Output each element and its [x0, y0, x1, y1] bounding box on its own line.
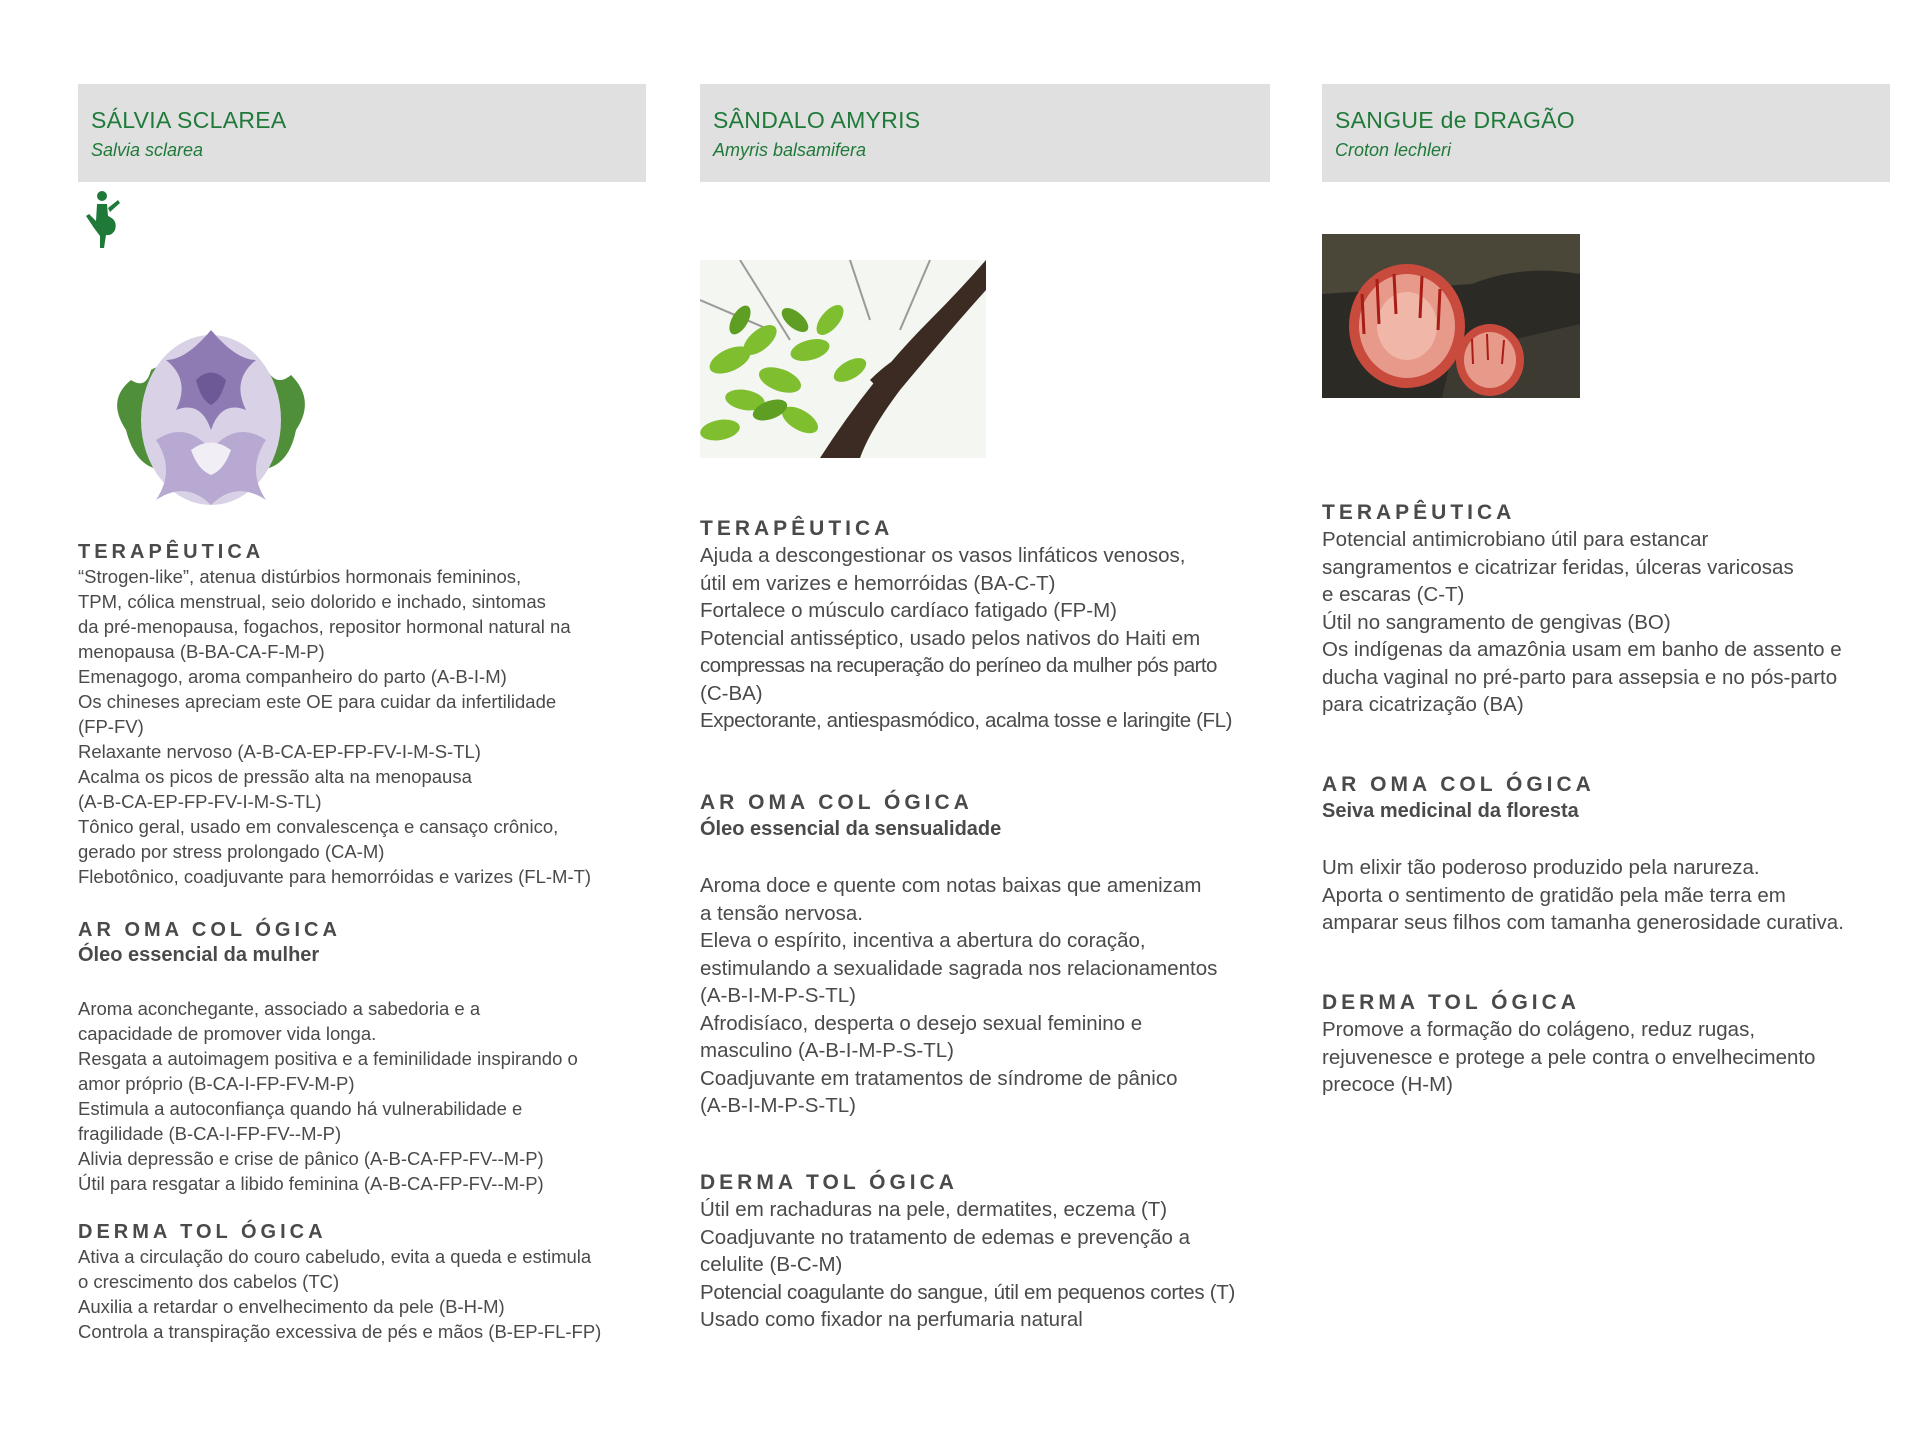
dermatologica-heading: DERMA TOL ÓGICA — [1322, 991, 1580, 1014]
dermatologica-heading: DERMA TOL ÓGICA — [78, 1221, 327, 1243]
terapeutica-text: Potencial antimicrobiano útil para estancar sangramentos e cicatrizar feridas, úlceras varicosas e escaras (C-T) Útil no sangramento de gengivas (BO) Os indígenas da amazônia usam em banho de assento e ducha vaginal no pré-parto para assepsia e no pós-parto para cicatrização (BA) — [1322, 528, 1842, 716]
column-sandalo-amyris — [700, 84, 1270, 1331]
terapeutica-heading: TERAPÊUTICA — [78, 541, 265, 563]
terapeutica-heading: TERAPÊUTICA — [700, 517, 894, 540]
dermatologica-heading: DERMA TOL ÓGICA — [700, 1171, 958, 1194]
terapeutica-text: Ajuda a descongestionar os vasos linfáticos venosos, útil em varizes e hemorróidas (BA-C-T) Fortalece o músculo cardíaco fatigado (FP-M) Potencial antisséptico, usado pelos nativos do Haiti em compressas na recuperação do períneo da mulher pós parto (C-BA) Expectorante, antiespasmódico, acalma tosse e laringite (FL) — [700, 544, 1233, 732]
plant-header — [700, 84, 1270, 182]
aromacologica-subtitle: Seiva medicinal da floresta — [1322, 800, 1579, 822]
plant-name: SÁLVIA SCLAREA — [91, 107, 287, 133]
column-salvia-sclarea — [78, 84, 646, 1342]
aromacologica-subtitle: Óleo essencial da mulher — [78, 944, 320, 966]
plant-name: SÂNDALO AMYRIS — [713, 107, 921, 133]
plant-header — [1322, 84, 1890, 182]
terapeutica-heading: TERAPÊUTICA — [1322, 501, 1516, 524]
aromacologica-text: Um elixir tão poderoso produzido pela narureza. Aporta o sentimento de gratidão pela mãe terra em amparar seus filhos com tamanha generosidade curativa. — [1322, 856, 1844, 934]
aromacologica-heading: AR OMA COL ÓGICA — [700, 791, 973, 814]
dermatologica-text: Útil em rachaduras na pele, dermatites, eczema (T) Coadjuvante no tratamento de edemas e prevenção a celulite (B-C-M) Potencial coagulante do sangue, útil em pequenos cortes (T) Usado como fixador na perfumaria natural — [700, 1198, 1235, 1331]
salvia-flower-image — [106, 320, 316, 510]
sandalo-branch-image — [700, 260, 986, 458]
plant-scientific-name: Salvia sclarea — [91, 140, 204, 160]
aromacologica-subtitle: Óleo essencial da sensualidade — [700, 818, 1002, 840]
plant-scientific-name: Amyris balsamifera — [713, 140, 867, 160]
plant-scientific-name: Croton lechleri — [1335, 140, 1452, 160]
terapeutica-text: “Strogen-like”, atenua distúrbios hormonais femininos, TPM, cólica menstrual, seio dolorido e inchado, sintomas da pré-menopausa, fogachos, repositor hormonal natural na menopausa (B-BA-CA-F-M-P) Emenagogo, aroma companheiro do parto (A-B-I-M) Os chineses apreciam este OE para cuidar da infertilidade (FP-FV) Relaxante nervoso (A-B-CA-EP-FP-FV-I-M-S-TL) Acalma os picos de pressão alta na menopausa (A-B-CA-EP-FP-FV-I-M-S-TL) Tônico geral, usado em convalescença e cansaço crônico, gerado por stress prolongado (CA-M) Flebotônico, coadjuvante para hemorróidas e varizes (FL-M-T) — [78, 566, 592, 887]
column-sangue-de-dragao — [1322, 84, 1890, 1096]
plant-name: SANGUE de DRAGÃO — [1335, 107, 1575, 133]
aromacologica-heading: AR OMA COL ÓGICA — [78, 919, 341, 941]
aromacologica-text: Aroma doce e quente com notas baixas que amenizam a tensão nervosa. Eleva o espírito, incentiva a abertura do coração, estimulando a sexualidade sagrada nos relacionamentos (A-B-I-M-P-S-TL) Afrodisíaco, desperta o desejo sexual feminino e masculino (A-B-I-M-P-S-TL) Coadjuvante em tratamentos de síndrome de pânico (A-B-I-M-P-S-TL) — [700, 874, 1218, 1117]
plant-header — [78, 84, 646, 182]
pregnant-woman-icon — [80, 190, 124, 250]
aromacologica-text: Aroma aconchegante, associado a sabedoria e a capacidade de promover vida longa. Resgata a autoimagem positiva e a feminilidade inspirando o amor próprio (B-CA-I-FP-FV-M-P) Estimula a autoconfiança quando há vulnerabilidade e fragilidade (B-CA-I-FP-FV--M-P) Alivia depressão e crise de pânico (A-B-CA-FP-FV--M-P) Útil para resgatar a libido feminina (A-B-CA-FP-FV--M-P) — [78, 998, 578, 1194]
dermatologica-text: Promove a formação do colágeno, reduz rugas, rejuvenesce e protege a pele contra o envelhecimento precoce (H-M) — [1322, 1018, 1816, 1096]
sangue-de-dragao-trunk-image — [1322, 234, 1580, 398]
dermatologica-text: Ativa a circulação do couro cabeludo, evita a queda e estimula o crescimento dos cabelos (TC) Auxilia a retardar o envelhecimento da pele (B-H-M) Controla a transpiração excessiva de pés e mãos (B-EP-FL-FP) — [78, 1246, 602, 1342]
aromacologica-heading: AR OMA COL ÓGICA — [1322, 773, 1595, 796]
